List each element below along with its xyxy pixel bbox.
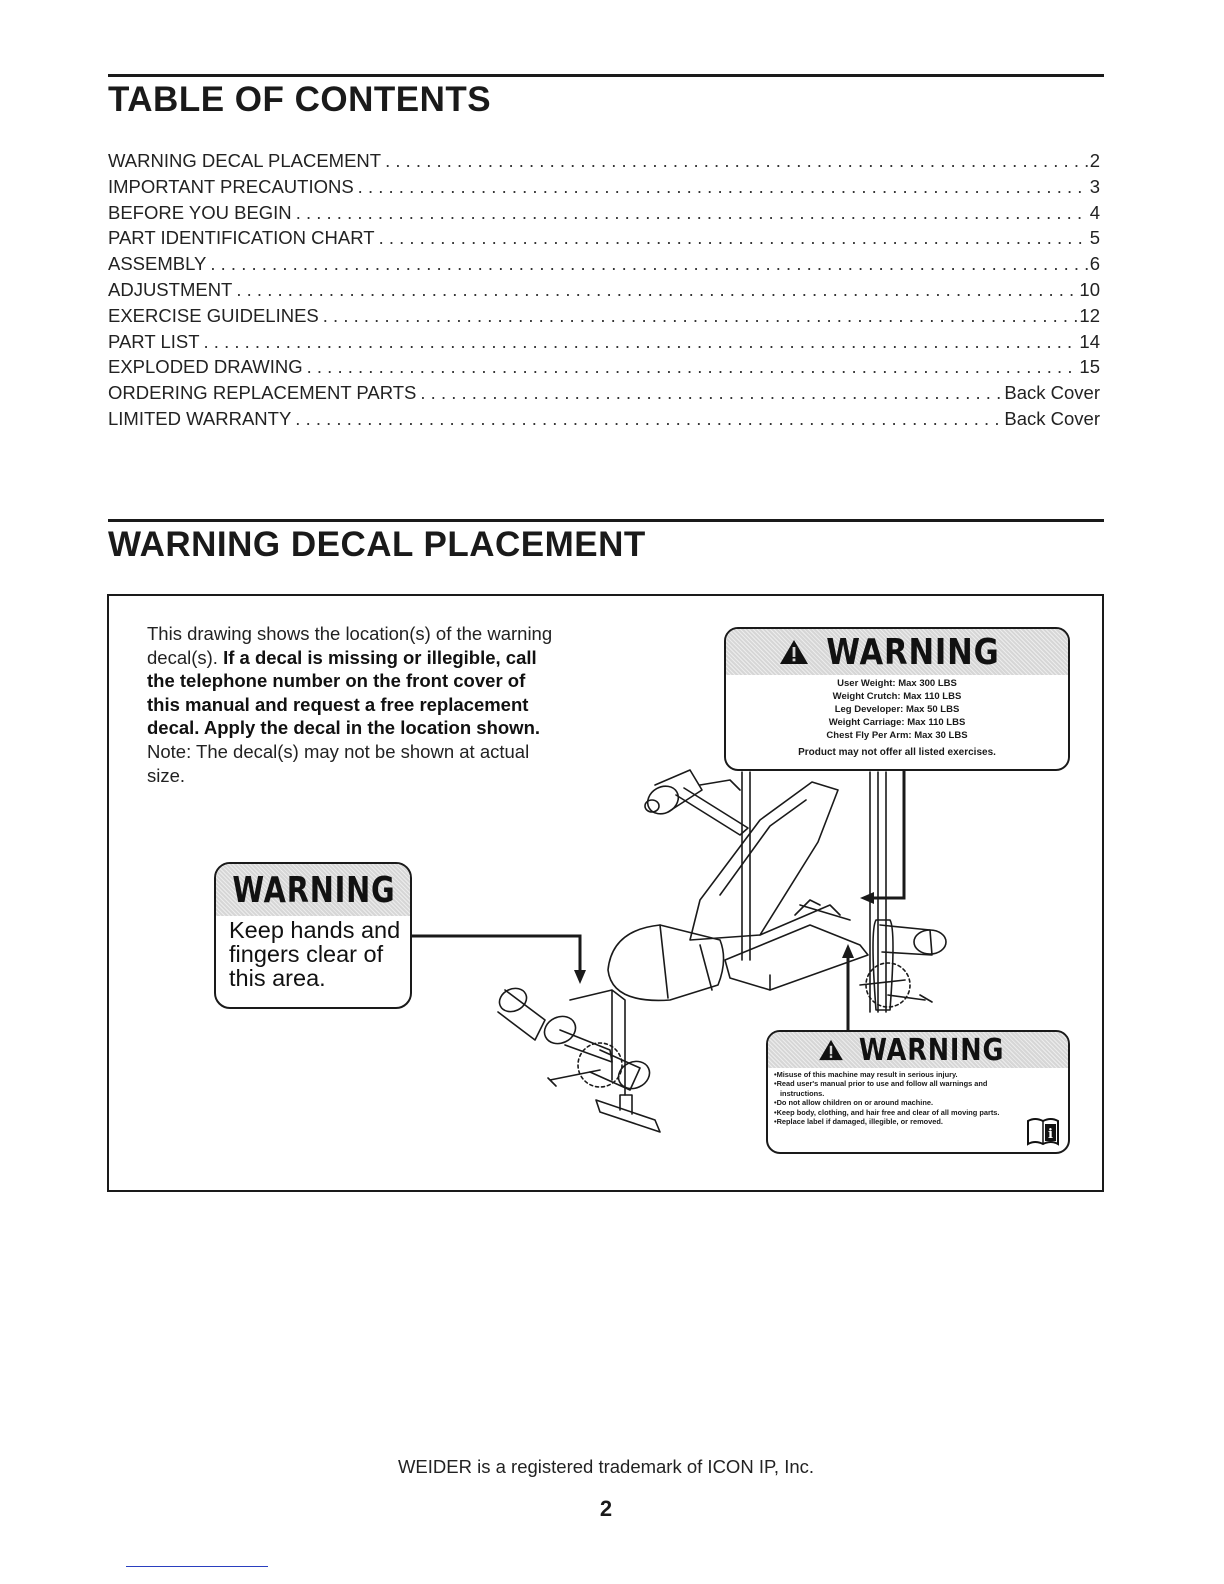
toc-entry[interactable] bbox=[108, 356, 1100, 382]
toc-entry[interactable] bbox=[108, 150, 1100, 176]
toc-entry-page: 4 bbox=[1089, 201, 1100, 223]
toc-entry[interactable] bbox=[108, 382, 1100, 408]
toc-dot-leader bbox=[210, 253, 1087, 275]
warning-triangle-icon bbox=[779, 639, 809, 665]
toc-entry-title: ASSEMBLY bbox=[108, 253, 207, 275]
warning-bullet: • Replace label if damaged, illegible, or removed. bbox=[774, 1117, 1024, 1126]
toc-entry-title: BEFORE YOU BEGIN bbox=[108, 201, 292, 223]
decal-general-warnings-header bbox=[768, 1032, 1068, 1068]
toc-top-rule bbox=[108, 74, 1104, 77]
toc-entry-page: 10 bbox=[1079, 278, 1100, 300]
warning-bullet: • Keep body, clothing, and hair free and clear of all moving parts. bbox=[774, 1108, 1024, 1117]
toc-entry-title: LIMITED WARRANTY bbox=[108, 407, 292, 429]
toc-entry-title: WARNING DECAL PLACEMENT bbox=[108, 150, 382, 171]
decal-pinch-point-header bbox=[216, 864, 410, 916]
footer-link-line bbox=[126, 1566, 268, 1567]
weight-limit-line: User Weight: Max 300 LBS bbox=[837, 678, 957, 689]
toc-dot-leader bbox=[385, 150, 1088, 172]
trademark-note: WEIDER is a registered trademark of ICON IP, Inc. bbox=[397, 1456, 815, 1477]
toc-entry[interactable] bbox=[108, 202, 1100, 228]
weight-limit-line: Chest Fly Per Arm: Max 30 LBS bbox=[826, 730, 968, 741]
toc-entry[interactable] bbox=[108, 408, 1100, 434]
decal-pinch-point-message: Keep hands and fingers clear of this area. bbox=[229, 917, 401, 991]
toc-entry-page: 6 bbox=[1089, 253, 1100, 275]
toc-dot-leader bbox=[204, 331, 1078, 353]
toc-entry-title: ADJUSTMENT bbox=[108, 278, 233, 300]
warning-bullet: • Do not allow children on or around machine. bbox=[774, 1098, 1024, 1107]
decal-weight-limits-list bbox=[726, 677, 1068, 742]
decal-general-warnings-list bbox=[768, 1070, 1024, 1126]
weight-limit-line: Weight Carriage: Max 110 LBS bbox=[828, 717, 966, 728]
toc-entry-page: 12 bbox=[1079, 304, 1100, 326]
weight-limit-line: Weight Crutch: Max 110 LBS bbox=[832, 691, 962, 702]
warning-bullet: • Read user's manual prior to use and follow all warnings and instructions. bbox=[774, 1079, 1024, 1098]
toc-entry-title: PART LIST bbox=[108, 330, 200, 352]
toc-dot-leader bbox=[236, 279, 1077, 301]
decal-weight-limits-title: WARNING bbox=[826, 631, 1000, 673]
decal-section-rule bbox=[108, 519, 1104, 522]
toc-entry[interactable] bbox=[108, 305, 1100, 331]
weight-limit-line: Leg Developer: Max 50 LBS bbox=[834, 704, 960, 715]
decal-pinch-point-title: WARNING bbox=[232, 869, 396, 911]
toc-entry[interactable] bbox=[108, 253, 1100, 279]
decal-weight-limits-footer: Product may not offer all listed exercises. bbox=[798, 747, 996, 758]
toc-entry[interactable] bbox=[108, 279, 1100, 305]
toc-entry-title: EXPLODED DRAWING bbox=[108, 356, 303, 378]
toc-dot-leader bbox=[420, 382, 1002, 404]
toc-entry-title: PART IDENTIFICATION CHART bbox=[108, 227, 375, 249]
toc-entry-title: EXERCISE GUIDELINES bbox=[108, 304, 319, 326]
toc-list bbox=[108, 150, 1100, 434]
toc-entry-title: ORDERING REPLACEMENT PARTS bbox=[108, 382, 417, 404]
toc-entry-title: IMPORTANT PRECAUTIONS bbox=[108, 175, 354, 197]
toc-entry-page: 3 bbox=[1089, 175, 1100, 197]
toc-dot-leader bbox=[358, 176, 1088, 198]
toc-dot-leader bbox=[379, 227, 1088, 249]
decal-section-heading: WARNING DECAL PLACEMENT bbox=[108, 525, 646, 564]
decal-general-warnings-title: WARNING bbox=[859, 1032, 1005, 1068]
toc-entry-page: Back Cover bbox=[1004, 407, 1100, 429]
page-number: 2 bbox=[599, 1496, 613, 1521]
toc-entry-page: 15 bbox=[1079, 356, 1100, 378]
toc-heading: TABLE OF CONTENTS bbox=[108, 80, 492, 119]
warning-triangle-icon bbox=[818, 1039, 844, 1061]
intro-text-part-2: Note: The decal(s) may not be shown at actual size. bbox=[147, 740, 530, 786]
toc-entry[interactable] bbox=[108, 331, 1100, 357]
toc-entry[interactable] bbox=[108, 176, 1100, 202]
toc-entry-page: 2 bbox=[1089, 150, 1100, 171]
toc-dot-leader bbox=[295, 408, 1002, 430]
decal-intro-text bbox=[147, 622, 557, 787]
decal-weight-limits bbox=[724, 627, 1070, 771]
toc-entry[interactable] bbox=[108, 227, 1100, 253]
toc-dot-leader bbox=[323, 305, 1078, 327]
toc-dot-leader bbox=[307, 356, 1078, 378]
warning-bullet: • Misuse of this machine may result in serious injury. bbox=[774, 1070, 1024, 1079]
intro-text-bold: If a decal is missing or illegible, call the telephone number on the front cover of this manual and request a free replacement decal. Apply the decal in the location shown. bbox=[147, 646, 541, 739]
toc-dot-leader bbox=[296, 202, 1088, 224]
intro-text-part-1: This drawing shows the location(s) of the warning decal(s). bbox=[147, 623, 553, 668]
toc-entry-page: 5 bbox=[1089, 227, 1100, 249]
decal-pinch-point bbox=[214, 862, 412, 1009]
toc-entry-page: 14 bbox=[1079, 330, 1100, 352]
manual-info-icon bbox=[1026, 1116, 1060, 1146]
svg-text:i: i bbox=[1048, 1127, 1053, 1142]
toc-entry-page: Back Cover bbox=[1004, 382, 1100, 404]
decal-general-warnings bbox=[766, 1030, 1070, 1154]
decal-weight-limits-header bbox=[726, 629, 1068, 675]
